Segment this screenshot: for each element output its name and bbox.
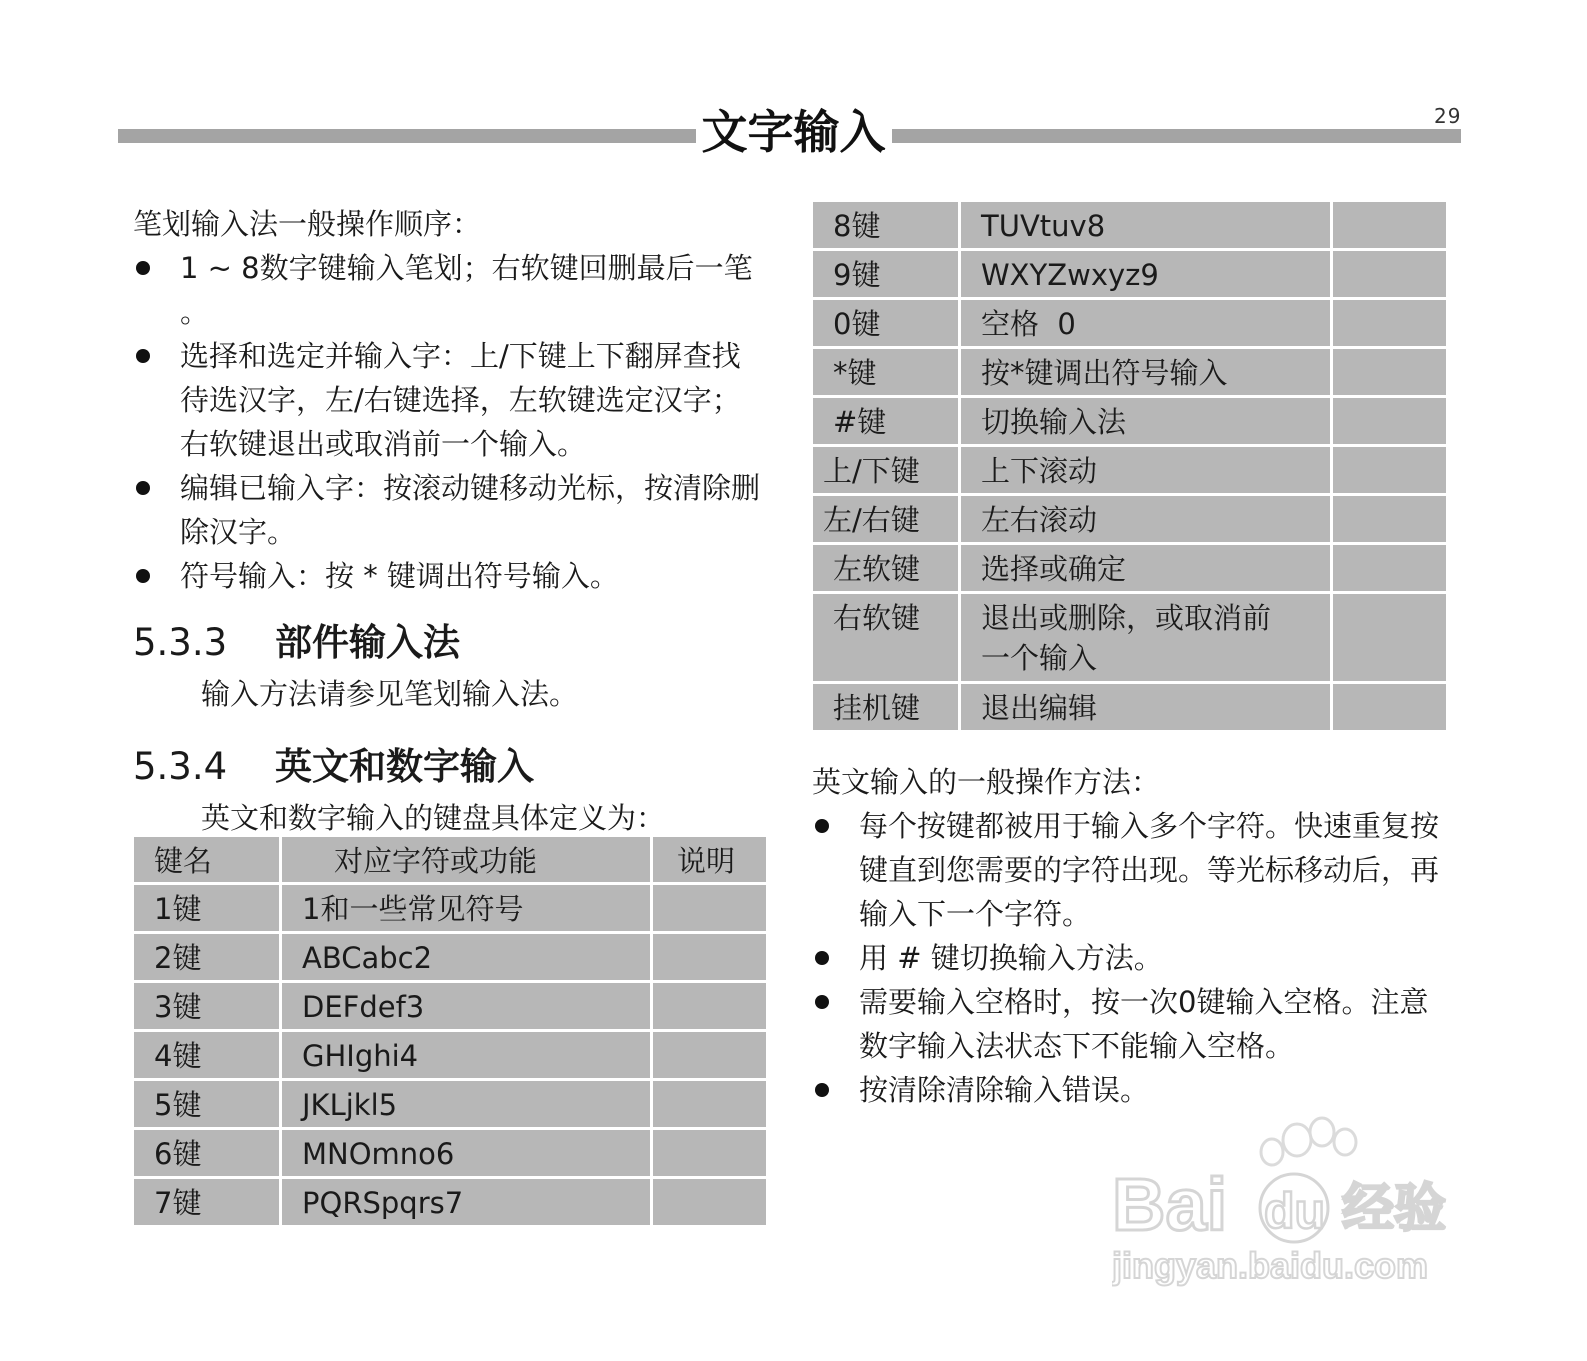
header-note: 说明 <box>652 836 768 884</box>
section-title: 英文和数字输入 <box>275 745 534 788</box>
key-cell: 左软键 <box>812 544 960 593</box>
english-bullet-4: 按清除清除输入错误。 <box>859 1073 1150 1107</box>
function-cell: GHIghi4 <box>281 1031 652 1080</box>
right-column <box>812 760 1452 1112</box>
section-number: 5.3.3 <box>133 621 228 664</box>
list-item <box>812 936 1449 980</box>
note-cell <box>1332 250 1448 299</box>
table-row <box>812 250 1448 299</box>
key-cell: 左/右键 <box>812 495 960 544</box>
key-table-left <box>131 834 769 1228</box>
list-item <box>133 246 760 334</box>
watermark-url: jingyan.baidu.com <box>1112 1245 1429 1286</box>
key-table-right <box>810 199 1449 733</box>
left-column <box>133 202 773 840</box>
function-cell: 上下滚动 <box>960 446 1332 495</box>
page-title-wrap <box>0 104 1587 160</box>
table-row <box>812 683 1448 732</box>
english-intro: 英文和数字输入的键盘具体定义为： <box>201 801 666 835</box>
note-cell <box>652 1031 768 1080</box>
bullet-icon <box>815 995 829 1009</box>
key-cell: 9键 <box>812 250 960 299</box>
note-cell <box>652 1080 768 1129</box>
key-cell: 挂机键 <box>812 683 960 732</box>
function-cell: 左右滚动 <box>960 495 1332 544</box>
table-row <box>133 1031 768 1080</box>
key-cell: 1键 <box>133 884 281 933</box>
table-row <box>812 544 1448 593</box>
header-function: 对应字符或功能 <box>281 836 652 884</box>
note-cell <box>1332 544 1448 593</box>
bullet-icon <box>136 261 150 275</box>
stroke-bullet-1: 1 ~ 8数字键输入笔划；右软键回删最后一笔 。 <box>180 251 753 329</box>
bullet-icon <box>815 951 829 965</box>
component-body: 输入方法请参见笔划输入法。 <box>201 677 579 711</box>
english-bullet-2: 用 # 键切换输入方法。 <box>859 941 1163 975</box>
baidu-jingyan-watermark-logo <box>1112 1110 1472 1290</box>
function-cell: 按*键调出符号输入 <box>960 348 1332 397</box>
function-cell: 切换输入法 <box>960 397 1332 446</box>
table-row <box>812 593 1448 683</box>
note-cell <box>1332 446 1448 495</box>
section-number: 5.3.4 <box>133 745 228 788</box>
bullet-icon <box>136 481 150 495</box>
function-cell: JKLjkl5 <box>281 1080 652 1129</box>
table-row <box>133 1129 768 1178</box>
key-cell: 6键 <box>133 1129 281 1178</box>
function-cell: 退出编辑 <box>960 683 1332 732</box>
note-cell <box>652 933 768 982</box>
bullet-icon <box>815 819 829 833</box>
key-cell: 3键 <box>133 982 281 1031</box>
function-cell: 空格 0 <box>960 299 1332 348</box>
note-cell <box>1332 299 1448 348</box>
list-item <box>812 980 1449 1068</box>
function-cell: 选择或确定 <box>960 544 1332 593</box>
page-number: 29 <box>1434 104 1462 128</box>
note-cell <box>1332 201 1448 250</box>
key-cell: 4键 <box>133 1031 281 1080</box>
note-cell <box>652 982 768 1031</box>
note-cell <box>652 1129 768 1178</box>
note-cell <box>1332 683 1448 732</box>
note-cell <box>1332 495 1448 544</box>
table-row <box>133 1080 768 1129</box>
table-header-row <box>133 836 768 884</box>
stroke-bullet-3: 编辑已输入字：按滚动键移动光标，按清除删除汉字。 <box>180 471 761 549</box>
table-row <box>812 446 1448 495</box>
note-cell <box>1332 397 1448 446</box>
key-cell: 0键 <box>812 299 960 348</box>
table-row <box>812 495 1448 544</box>
table-row <box>812 348 1448 397</box>
function-cell: 1和一些常见符号 <box>281 884 652 933</box>
stroke-intro: 笔划输入法一般操作顺序： <box>133 207 482 241</box>
note-cell <box>652 1178 768 1227</box>
bullet-icon <box>136 569 150 583</box>
key-cell: #键 <box>812 397 960 446</box>
english-bullet-list <box>812 804 1452 1112</box>
list-item <box>812 1068 1449 1112</box>
section-heading-533 <box>133 618 773 668</box>
function-cell: MNOmno6 <box>281 1129 652 1178</box>
section-title: 部件输入法 <box>275 621 460 664</box>
list-item <box>133 334 760 466</box>
list-item <box>133 466 760 554</box>
function-cell: ABCabc2 <box>281 933 652 982</box>
key-cell: *键 <box>812 348 960 397</box>
stroke-bullet-2: 选择和选定并输入字：上/下键上下翻屏查找待选汉字，左/右键选择，左软键选定汉字；右软键退出或取消前一个输入。 <box>180 339 741 461</box>
key-cell: 8键 <box>812 201 960 250</box>
table-row <box>133 933 768 982</box>
watermark-brand-cn: 经验 <box>1342 1179 1447 1239</box>
key-cell: 7键 <box>133 1178 281 1227</box>
header-key-name: 键名 <box>133 836 281 884</box>
table-row <box>812 299 1448 348</box>
key-cell: 5键 <box>133 1080 281 1129</box>
english-bullet-1: 每个按键都被用于输入多个字符。快速重复按键直到您需要的字符出现。等光标移动后，再输入下一个字符。 <box>859 809 1440 931</box>
watermark-brand-tail: du <box>1264 1183 1326 1239</box>
list-item <box>133 554 760 598</box>
list-item <box>812 804 1449 936</box>
function-cell: DEFdef3 <box>281 982 652 1031</box>
page-title: 文字输入 <box>696 105 892 159</box>
bullet-icon <box>136 349 150 363</box>
table-row <box>812 397 1448 446</box>
key-cell: 右软键 <box>812 593 960 683</box>
function-cell: TUVtuv8 <box>960 201 1332 250</box>
watermark-brand: Bai <box>1112 1163 1228 1246</box>
key-cell: 上/下键 <box>812 446 960 495</box>
section-heading-534 <box>133 742 773 792</box>
stroke-bullet-4: 符号输入：按 * 键调出符号输入。 <box>180 559 619 593</box>
stroke-bullet-list <box>133 246 773 598</box>
table-row <box>133 982 768 1031</box>
note-cell <box>1332 593 1448 683</box>
function-cell: WXYZwxyz9 <box>960 250 1332 299</box>
english-method-intro: 英文输入的一般操作方法： <box>812 765 1161 799</box>
note-cell <box>652 884 768 933</box>
english-bullet-3: 需要输入空格时，按一次0键输入空格。注意数字输入法状态下不能输入空格。 <box>859 985 1429 1063</box>
key-cell: 2键 <box>133 933 281 982</box>
function-cell: 退出或删除，或取消前一个输入 <box>960 593 1332 683</box>
note-cell <box>1332 348 1448 397</box>
bullet-icon <box>815 1083 829 1097</box>
table-row <box>133 1178 768 1227</box>
table-row <box>133 884 768 933</box>
table-row <box>812 201 1448 250</box>
function-cell: PQRSpqrs7 <box>281 1178 652 1227</box>
